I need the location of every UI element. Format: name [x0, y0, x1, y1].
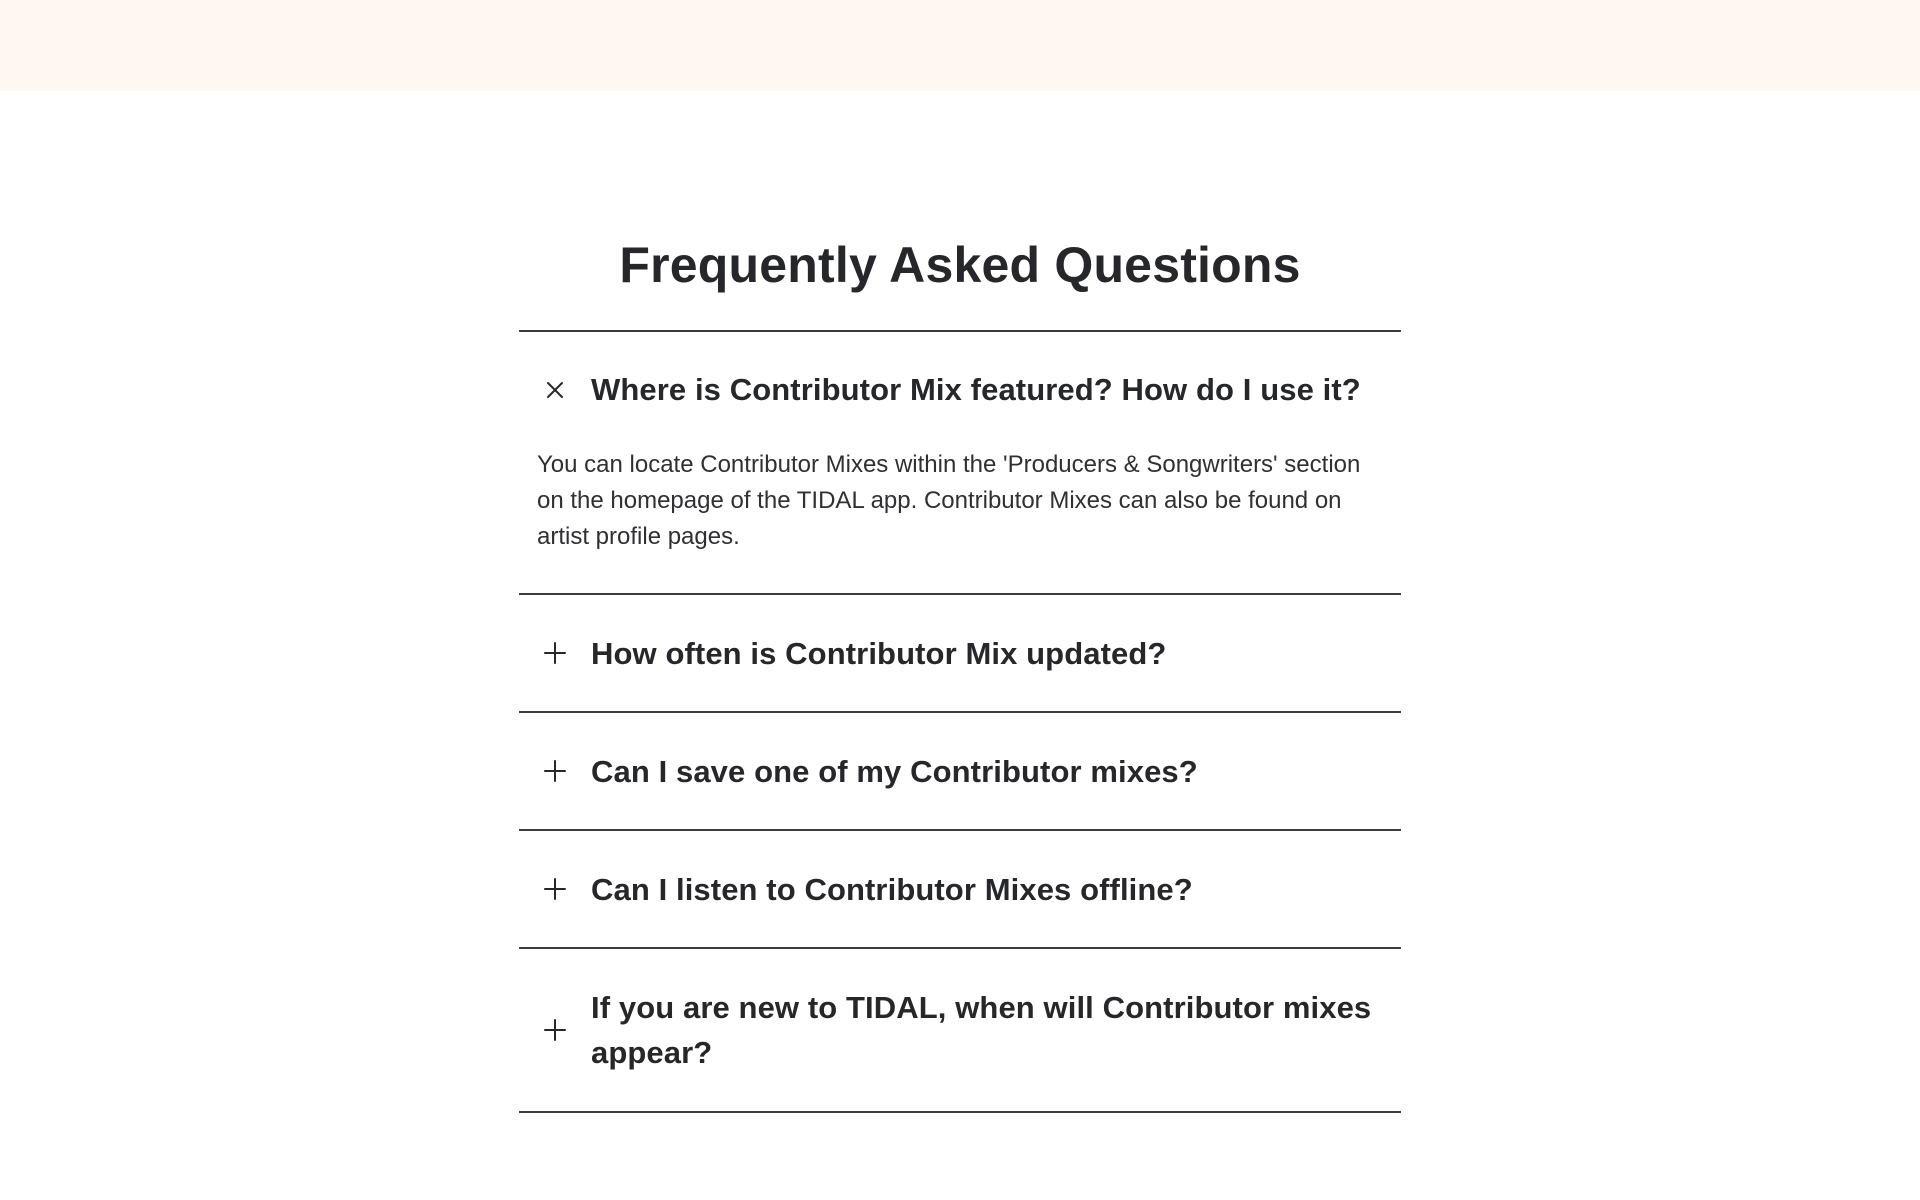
faq-question-toggle[interactable]: [519, 595, 1401, 711]
faq-question-toggle[interactable]: [519, 713, 1401, 829]
faq-question-toggle[interactable]: [519, 949, 1401, 1111]
faq-item: [519, 332, 1401, 595]
faq-answer-text: You can locate Contributor Mixes within the 'Producers & Songwriters' section on the homepage of the TIDAL app. Contributor Mixes can also be found on artist profile pages.: [537, 451, 1361, 550]
faq-item: [519, 831, 1401, 949]
faq-item: [519, 595, 1401, 713]
faq-item: [519, 713, 1401, 831]
faq-question-text: Where is Contributor Mix featured? How do I use it?: [591, 372, 1361, 407]
faq-question-text: Can I listen to Contributor Mixes offline?: [591, 871, 1193, 907]
plus-icon[interactable]: [537, 1012, 573, 1048]
faq-question-toggle[interactable]: [519, 332, 1401, 447]
faq-question-text: If you are new to TIDAL, when will Contributor mixes appear?: [591, 990, 1372, 1070]
plus-icon[interactable]: [537, 753, 573, 789]
plus-icon[interactable]: [537, 635, 573, 671]
faq-section: [519, 220, 1401, 1113]
faq-title: Frequently Asked Questions: [519, 220, 1401, 332]
close-icon[interactable]: [537, 372, 573, 408]
top-banner-band: [0, 0, 1920, 91]
plus-icon[interactable]: [537, 871, 573, 907]
faq-question-text: How often is Contributor Mix updated?: [591, 635, 1167, 671]
faq-item: [519, 949, 1401, 1113]
faq-question-text: Can I save one of my Contributor mixes?: [591, 753, 1198, 789]
faq-question-toggle[interactable]: [519, 831, 1401, 947]
